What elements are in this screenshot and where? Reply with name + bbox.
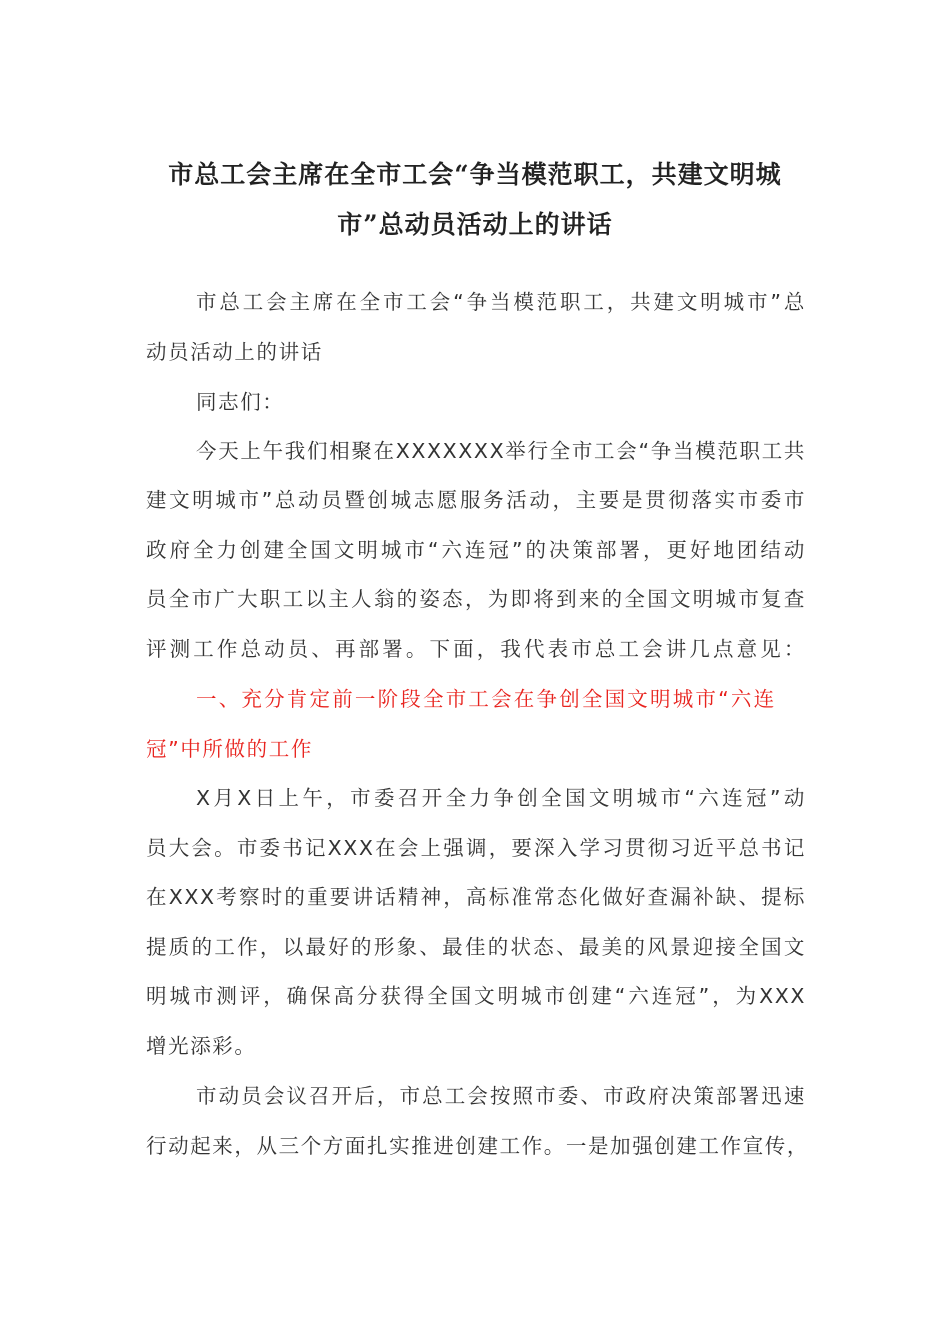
paragraph-3-line-1: 市动员会议召开后，市总工会按照市委、市政府决策部署迅速 xyxy=(196,1084,806,1108)
repeat-title-line-1: 市总工会主席在全市工会“争当模范职工，共建文明城市”总 xyxy=(196,290,806,314)
paragraph-1-line-2: 建文明城市”总动员暨创城志愿服务活动，主要是贯彻落实市委市 xyxy=(146,488,806,512)
repeat-title-line-2: 动员活动上的讲话 xyxy=(146,340,323,364)
paragraph-1-line-1: 今天上午我们相聚在XXXXXXX举行全市工会“争当模范职工共 xyxy=(196,439,806,463)
section-heading-line-1: 一、充分肯定前一阶段全市工会在争创全国文明城市“六连 xyxy=(196,687,777,711)
paragraph-2-line-5: 明城市测评，确保高分获得全国文明城市创建“六连冠”，为XXX xyxy=(146,984,806,1008)
paragraph-3-line-2: 行动起来，从三个方面扎实推进创建工作。一是加强创建工作宣传， xyxy=(146,1134,809,1158)
paragraph-2-line-4: 提质的工作，以最好的形象、最佳的状态、最美的风景迎接全国文 xyxy=(146,935,806,959)
document-title-line-1: 市总工会主席在全市工会“争当模范职工，共建文明城 xyxy=(168,160,782,189)
paragraph-1-line-3: 政府全力创建全国文明城市“六连冠”的决策部署，更好地团结动 xyxy=(146,538,806,562)
paragraph-2-line-6: 增光添彩。 xyxy=(146,1034,257,1058)
salutation: 同志们： xyxy=(196,390,285,414)
paragraph-2-line-3: 在XXX考察时的重要讲话精神，高标准常态化做好查漏补缺、提标 xyxy=(146,885,806,909)
document-title-line-2: 市”总动员活动上的讲话 xyxy=(337,210,613,239)
section-heading-line-2: 冠”中所做的工作 xyxy=(146,737,313,761)
paragraph-2-line-1: X月X日上午，市委召开全力争创全国文明城市“六连冠”动 xyxy=(196,786,806,810)
paragraph-1-line-5: 评测工作总动员、再部署。下面，我代表市总工会讲几点意见： xyxy=(146,637,806,661)
paragraph-2-line-2: 员大会。市委书记XXX在会上强调，要深入学习贯彻习近平总书记 xyxy=(146,836,806,860)
paragraph-1-line-4: 员全市广大职工以主人翁的姿态，为即将到来的全国文明城市复查 xyxy=(146,587,806,611)
